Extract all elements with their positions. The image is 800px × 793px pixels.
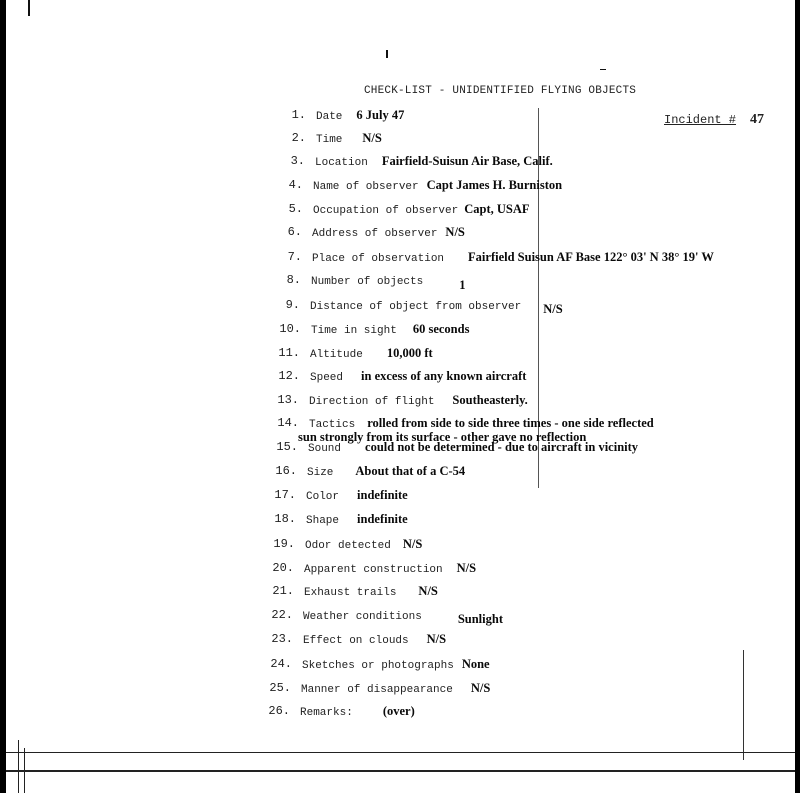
incident-value: 47 <box>750 112 765 127</box>
item-label: Name of observer <box>313 181 419 193</box>
item-number: 1. <box>291 108 306 122</box>
checklist-item <box>277 393 528 408</box>
checklist-item <box>271 632 447 647</box>
item-label: Time <box>316 134 343 146</box>
item-value: N/S <box>426 632 447 646</box>
item-value: Capt, USAF <box>464 202 530 216</box>
item-number: 12. <box>278 369 300 383</box>
scan-edge-line <box>18 740 19 793</box>
item-number: 21. <box>272 584 294 598</box>
item-value: Sunlight <box>457 612 503 626</box>
checklist-item <box>278 346 433 361</box>
item-label: Weather conditions <box>303 611 422 623</box>
checklist-item <box>287 250 714 265</box>
checklist-item <box>269 681 491 696</box>
item-label: Date <box>316 111 343 123</box>
checklist-item <box>291 108 405 123</box>
item-number: 3. <box>290 154 305 168</box>
item-number: 20. <box>272 561 294 575</box>
checklist-item <box>271 608 503 626</box>
item-label: Location <box>315 157 368 169</box>
scan-mark <box>386 50 388 58</box>
checklist-item <box>288 202 530 217</box>
item-number: 14. <box>277 416 299 430</box>
item-value: N/S <box>445 225 465 239</box>
item-label: Speed <box>310 372 344 384</box>
item-value: Capt James H. Burniston <box>426 178 563 192</box>
checklist-item <box>272 561 477 576</box>
item-value: in excess of any known aircraft <box>361 369 527 383</box>
item-number: 18. <box>274 512 296 526</box>
item-number: 25. <box>269 681 291 695</box>
item-value: indefinite <box>357 488 408 502</box>
scan-edge-line <box>24 748 25 793</box>
item-label: Altitude <box>310 349 363 361</box>
item-number: 11. <box>278 346 300 360</box>
document-page <box>6 0 795 793</box>
checklist-item <box>277 416 654 431</box>
item-label: Manner of disappearance <box>301 684 453 696</box>
item-value: could not be determined - due to aircraft in vicinity <box>365 440 639 454</box>
item-number: 19. <box>273 537 295 551</box>
scan-edge-line <box>6 770 795 772</box>
item-label: Address of observer <box>312 228 438 240</box>
item-value: N/S <box>362 131 382 145</box>
checklist-item <box>290 154 553 169</box>
item-number: 9. <box>285 298 300 312</box>
item-value: indefinite <box>357 512 408 526</box>
item-number: 26. <box>268 704 290 718</box>
item-value: 60 seconds <box>412 322 470 336</box>
item-number: 16. <box>275 464 297 478</box>
item-value: N/S <box>418 584 438 598</box>
item-value: N/S <box>543 302 563 316</box>
item-number: 17. <box>274 488 296 502</box>
item-number: 13. <box>277 393 299 407</box>
checklist-item <box>279 322 470 337</box>
item-number: 4. <box>288 178 303 192</box>
item-label: Distance of object from observer <box>310 301 522 313</box>
checklist-item <box>285 298 563 316</box>
checklist-item <box>274 512 408 527</box>
checklist-item <box>287 225 465 240</box>
item-value: N/S <box>402 537 423 551</box>
item-value: Fairfield Suisun AF Base 122° 03' N 38° 19' W <box>468 250 714 264</box>
incident-label: Incident # <box>664 113 737 127</box>
item-label: Apparent construction <box>304 564 443 576</box>
item-label: Tactics <box>309 419 356 431</box>
item-label: Remarks: <box>300 707 353 719</box>
item-label: Exhaust trails <box>304 587 397 599</box>
item-value: Southeasterly. <box>452 393 528 407</box>
item-number: 2. <box>291 131 306 145</box>
item-label: Place of observation <box>312 253 445 265</box>
item-value: Fairfield-Suisun Air Base, Calif. <box>381 154 553 168</box>
item-value: None <box>461 657 490 671</box>
scan-mark <box>600 69 606 70</box>
item-value: rolled from side to side three times - one side reflected <box>367 416 654 430</box>
tactics-continuation: sun strongly from its surface - other gave no reflection <box>298 430 587 444</box>
item-number: 15. <box>276 440 298 454</box>
checklist-item <box>272 584 438 599</box>
fold-line <box>743 650 744 760</box>
item-value: N/S <box>470 681 491 695</box>
item-number: 23. <box>271 632 293 646</box>
item-label: Sketches or photographs <box>302 660 454 672</box>
item-label: Time in sight <box>311 325 397 337</box>
item-value: (over) <box>382 704 415 718</box>
checklist-item <box>291 131 382 146</box>
checklist-item <box>286 273 466 292</box>
checklist-item <box>273 537 423 552</box>
item-label: Odor detected <box>305 540 391 552</box>
item-label: Number of objects <box>311 276 424 288</box>
checklist-item <box>268 704 415 719</box>
item-value: 1 <box>459 278 466 292</box>
checklist-item <box>278 369 527 384</box>
checklist-item <box>288 178 563 193</box>
checklist-item <box>270 657 490 672</box>
item-number: 10. <box>279 322 301 336</box>
checklist-item <box>276 440 639 455</box>
item-label: Size <box>307 467 334 479</box>
item-number: 8. <box>286 273 301 287</box>
item-value: 10,000 ft <box>386 346 433 360</box>
document-title: CHECK-LIST - UNIDENTIFIED FLYING OBJECTS <box>364 85 637 97</box>
item-label: Occupation of observer <box>313 205 459 217</box>
item-number: 7. <box>287 250 302 264</box>
incident-number <box>664 112 764 128</box>
item-number: 6. <box>287 225 302 239</box>
item-label: Direction of flight <box>309 396 435 408</box>
item-label: Sound <box>308 443 342 455</box>
item-label: Color <box>306 491 340 503</box>
item-value: About that of a C-54 <box>355 464 466 478</box>
item-label: Shape <box>306 515 340 527</box>
item-number: 5. <box>288 202 303 216</box>
item-number: 22. <box>271 608 293 622</box>
item-label: Effect on clouds <box>303 635 409 647</box>
scan-edge-line <box>6 752 795 753</box>
checklist-item <box>275 464 466 479</box>
item-value: N/S <box>456 561 477 575</box>
item-number: 24. <box>270 657 292 671</box>
item-value: 6 July 47 <box>356 108 405 122</box>
scan-mark <box>28 0 30 16</box>
checklist-item <box>274 488 408 503</box>
